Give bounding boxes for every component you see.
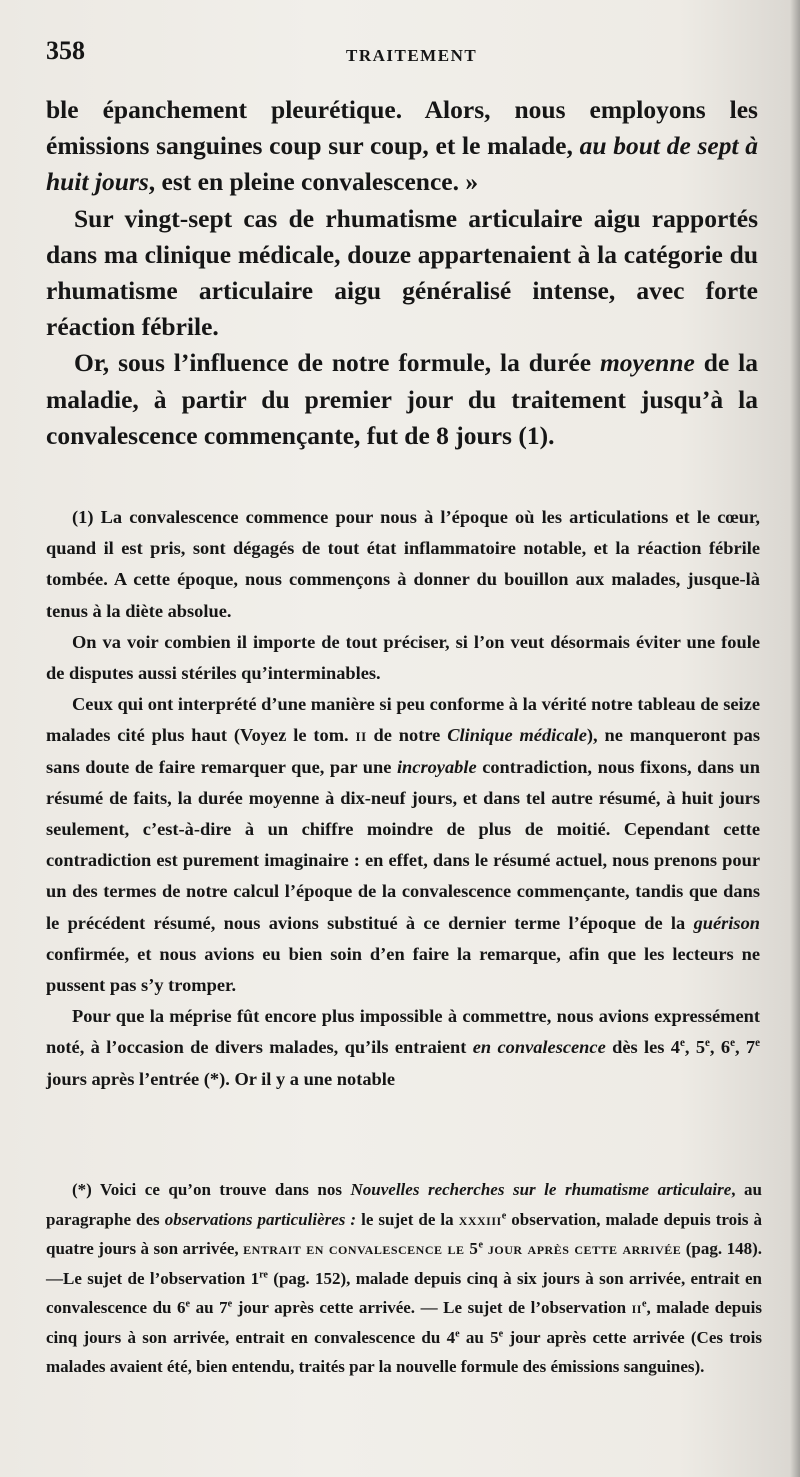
footnote-1-paragraph-4	[46, 1001, 760, 1095]
text-span: , est en pleine convalescence. »	[148, 167, 479, 197]
italic-span: en convalescence	[472, 1037, 606, 1058]
italic-span: guérison	[693, 912, 760, 933]
text-span: confirmée, et nous avions eu bien soin d’en faire la remarque, afin que les lecteurs ne pussent pas s’y tromper.	[46, 943, 760, 996]
footnote-1-paragraph-1: (1) La convalescence commence pour nous à l’époque où les articulations et le cœur, quand il est pris, sont dégagés de tout état inflammatoire notable, et la réaction fébrile tombée. A cette époque, nous commençons à donner du bouillon aux malades, jusque-là tenus à la diète absolue.	[46, 507, 760, 621]
italic-span: moyenne	[599, 348, 695, 378]
text-span: , au paragraphe des	[46, 1180, 762, 1229]
text-span: , 5	[684, 1037, 706, 1058]
italic-span: observations particulières :	[164, 1209, 357, 1229]
smallcaps-span: jour après cette arrivée	[482, 1239, 682, 1258]
text-span: de notre	[366, 725, 448, 746]
text-span: ble épanchement pleurétique. Alors, nous employons les émissions sanguines coup sur coup, et le malade,	[46, 95, 758, 161]
text-span: Pour que la méprise fût encore plus impossible à commettre, nous avions expressément noté, à l’occasion de divers malades, qu’ils entraient	[46, 1006, 760, 1058]
superscript: e	[478, 1239, 483, 1251]
smallcaps-span: ii	[631, 1298, 642, 1317]
superscript: e	[705, 1037, 710, 1050]
footnote-2	[46, 1175, 762, 1382]
text-span: le sujet de la	[356, 1209, 459, 1229]
main-paragraph-2: Sur vingt-sept cas de rhumatisme articulaire aigu rapportés dans ma clinique médicale, douze appartenaient à la catégorie du rhumatisme articulaire aigu généralisé intense, avec forte réaction fébrile.	[46, 203, 758, 342]
text-span: ), ne manqueront pas sans doute de faire remarquer que, par une	[46, 725, 760, 777]
superscript: e	[679, 1037, 685, 1050]
text-span: Or, sous l’influence de notre formule, la durée	[74, 348, 600, 378]
superscript: e	[498, 1327, 504, 1339]
italic-span: Nouvelles recherches sur le rhumatisme articulaire	[350, 1180, 732, 1199]
text-span: , 7	[734, 1037, 756, 1058]
text-span: (*) Voici ce qu’on trouve dans nos	[72, 1180, 351, 1199]
text-span: Ceux qui ont interprété d’une manière si peu conforme à la vérité notre tableau de seize malades cité plus haut (Voyez le tom.	[46, 694, 760, 746]
superscript: e	[185, 1298, 191, 1310]
main-paragraph-1	[46, 92, 758, 201]
text-span: , 6	[709, 1037, 731, 1058]
text-span: observation, malade depuis trois à quatre jours à son arrivée,	[46, 1209, 763, 1258]
footnote-1-paragraph-2: On va voir combien il importe de tout préciser, si l’on veut désormais éviter une foule de disputes aussi stériles qu’interminables.	[46, 631, 760, 684]
text-span: jour après cette arrivée (Ces trois malades avaient été, bien entendu, traités par la nouvelle formule des émissions sanguines).	[46, 1327, 762, 1376]
superscript: e	[641, 1298, 647, 1310]
text-span: au 5	[459, 1327, 499, 1347]
smallcaps-span: ii	[355, 725, 367, 746]
page-header	[46, 36, 760, 76]
main-text	[46, 92, 758, 454]
superscript: e	[227, 1298, 233, 1310]
running-title: TRAITEMENT	[346, 46, 478, 65]
footnote-2-paragraph	[46, 1175, 762, 1382]
superscript: re	[259, 1268, 268, 1280]
italic-span: incroyable	[396, 756, 477, 777]
text-span: contradiction, nous fixons, dans un résumé de faits, la durée moyenne à dix-neuf jours, et dans tel autre résumé, à huit jours seulement, c’est-à-dire à un chiffre moindre de plus de moitié. Cependant cette contradiction est purement imaginaire : en effet, dans le résumé actuel, nous prenons pour un des termes de notre calcul l’époque de la convalescence commençante, tandis que dans le précédent résumé, nous avions substitué à ce dernier terme l’époque de la	[46, 756, 760, 933]
footnote-1-paragraph-3	[46, 689, 760, 1001]
text-span: dès les 4	[605, 1037, 680, 1058]
smallcaps-span: xxxiii	[458, 1209, 502, 1229]
page-edge-shadow	[790, 0, 800, 1477]
superscript: e	[501, 1209, 507, 1221]
italic-span: au bout de sept à huit jours	[46, 131, 759, 197]
page-number: 358	[46, 36, 85, 65]
text-span: , malade depuis cinq jours à son arrivée, entrait en convalescence du 4	[46, 1298, 762, 1347]
text-span: (pag. 152), malade depuis cinq à six jours à son arrivée, entrait en convalescence du 6	[46, 1268, 762, 1317]
text-span: jours après l’entrée (*). Or il y a une notable	[46, 1068, 396, 1089]
text-span: au 7	[190, 1298, 228, 1317]
smallcaps-span: entrait en convalescence le 5	[243, 1239, 479, 1258]
text-span: de la maladie, à partir du premier jour du traitement jusqu’à la convalescence commençante, fut de 8 jours (1).	[46, 348, 759, 450]
main-paragraph-3	[46, 345, 758, 454]
superscript: e	[755, 1037, 761, 1050]
footnote-1	[46, 502, 760, 1095]
text-span: (pag. 148).—Le sujet de l’observation 1	[46, 1239, 762, 1288]
superscript: e	[730, 1037, 735, 1050]
italic-span: Clinique médicale	[447, 725, 587, 746]
superscript: e	[455, 1327, 460, 1339]
text-span: jour après cette arrivée. — Le sujet de l’observation	[232, 1298, 632, 1317]
